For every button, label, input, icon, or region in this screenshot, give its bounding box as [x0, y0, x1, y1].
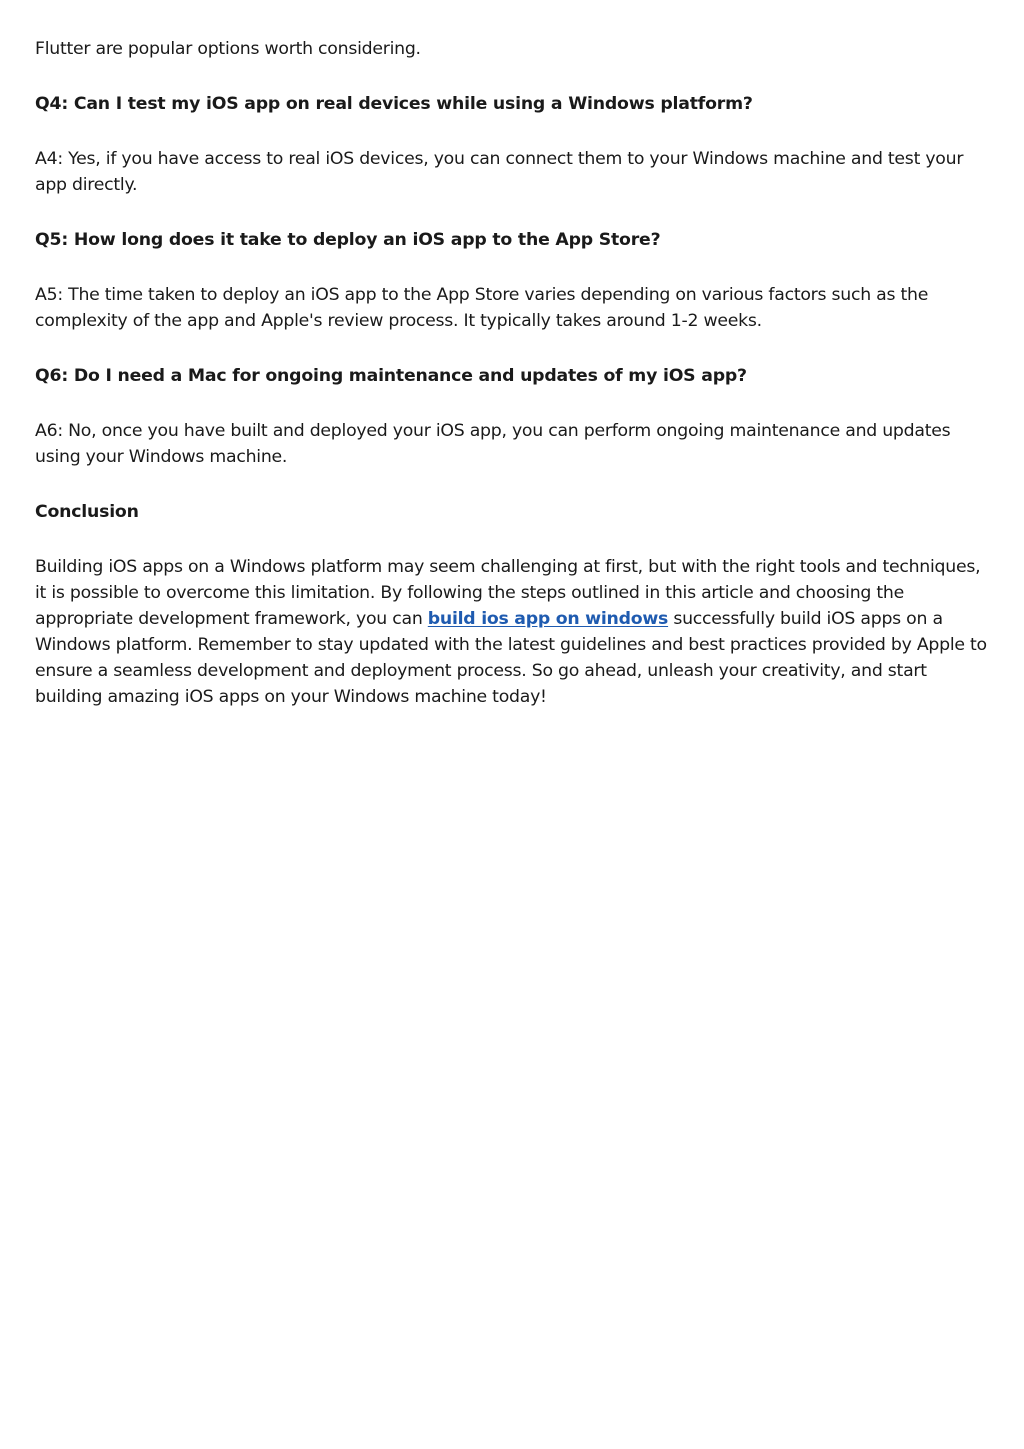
faq-answer-a4: A4: Yes, if you have access to real iOS devices, you can connect them to your Windows machine and test your app directly. — [35, 149, 964, 195]
conclusion-text-before-link: Building iOS apps on a Windows platform may seem challenging at first, but with the right tools and techniques, it is possible to overcome this limitation. By following the steps outlined in this article and choosing the appropriate development framework, you can — [35, 557, 981, 629]
conclusion-heading: Conclusion — [35, 502, 139, 522]
intro-tail-paragraph: Flutter are popular options worth considering. — [35, 39, 421, 59]
document-page — [35, 36, 990, 710]
conclusion-text-after-link: successfully build iOS apps on a Windows platform. Remember to stay updated with the latest guidelines and best practices provided by Apple to ensure a seamless development and deployment process. So go ahead, unleash your creativity, and start building amazing iOS apps on your Windows machine today! — [35, 609, 987, 707]
build-ios-app-link[interactable]: build ios app on windows — [427, 609, 669, 629]
faq-question-q4: Q4: Can I test my iOS app on real devices while using a Windows platform? — [35, 94, 753, 114]
faq-answer-a5: A5: The time taken to deploy an iOS app to the App Store varies depending on various factors such as the complexity of the app and Apple's review process. It typically takes around 1-2 weeks. — [35, 285, 929, 331]
faq-answer-a6: A6: No, once you have built and deployed your iOS app, you can perform ongoing maintenance and updates using your Windows machine. — [35, 421, 951, 467]
faq-question-q6: Q6: Do I need a Mac for ongoing maintenance and updates of my iOS app? — [35, 366, 747, 386]
conclusion-paragraph — [35, 554, 990, 710]
faq-question-q5: Q5: How long does it take to deploy an iOS app to the App Store? — [35, 230, 661, 250]
